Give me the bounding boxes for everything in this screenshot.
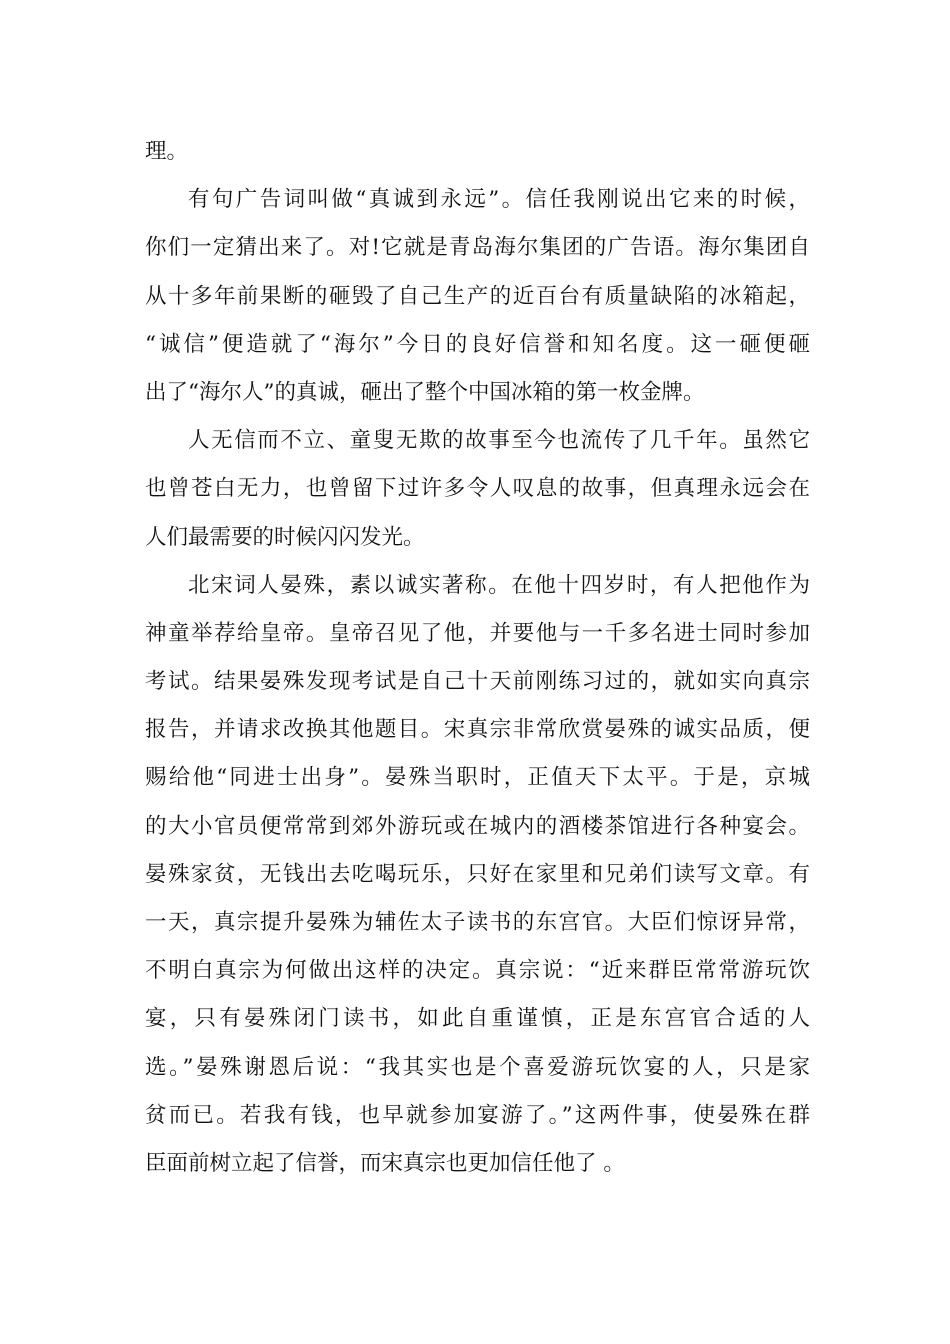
text-line: 臣面前树立起了信誉，而宋真宗也更加信任他了 。 (145, 1150, 625, 1176)
text-line: 贫而已。若我有钱，也早就参加宴游了。”这两件事，使晏殊在群 (145, 1102, 810, 1128)
text-line: 出了“海尔人”的真诚，砸出了整个中国冰箱的第一枚金牌。 (145, 379, 705, 405)
text-line: 人无信而不立、童叟无欺的故事至今也流传了几千年。虽然它 (188, 428, 810, 454)
text-line: 你们一定猜出来了。对!它就是青岛海尔集团的广告语。海尔集团自 (145, 235, 810, 261)
text-line: 报告，并请求改换其他题目。宋真宗非常欣赏晏殊的诚实品质，便 (145, 717, 810, 743)
text-line: 不明白真宗为何做出这样的决定。真宗说：“近来群臣常常游玩饮 (145, 958, 810, 984)
text-line: “诚信”便造就了“海尔”今日的良好信誉和知名度。这一砸便砸 (145, 331, 810, 357)
text-line: 的大小官员便常常到郊外游玩或在城内的酒楼茶馆进行各种宴会。 (145, 813, 810, 839)
text-line: 也曾苍白无力，也曾留下过许多令人叹息的故事，但真理永远会在 (145, 476, 810, 502)
document-page (145, 128, 810, 1188)
text-line: 考试。结果晏殊发现考试是自己十天前刚练习过的，就如实向真宗 (145, 669, 810, 695)
text-line: 宴，只有晏殊闭门读书，如此自重谨慎，正是东宫官合适的人 (145, 1006, 810, 1032)
text-line: 一天，真宗提升晏殊为辅佐太子读书的东宫官。大臣们惊讶异常， (145, 910, 810, 935)
text-line: 人们最需要的时候闪闪发光。 (145, 524, 425, 550)
text-line: 北宋词人晏殊，素以诚实著称。在他十四岁时，有人把他作为 (188, 572, 810, 598)
text-line: 从十多年前果断的砸毁了自己生产的近百台有质量缺陷的冰箱起， (145, 283, 810, 309)
paragraph-integrity (145, 417, 810, 562)
text-line: 赐给他“同进士出身”。晏殊当职时，正值天下太平。于是，京城 (145, 765, 810, 791)
text-line: 晏殊家贫，无钱出去吃喝玩乐，只好在家里和兄弟们读写文章。有 (145, 861, 810, 887)
text-line: 神童举荐给皇帝。皇帝召见了他，并要他与一千多名进士同时参加 (145, 620, 810, 646)
text-line: 有句广告词叫做“真诚到永远”。信任我刚说出它来的时候， (188, 187, 810, 213)
paragraph-continuation (145, 128, 810, 176)
text-line: 理。 (145, 139, 189, 164)
paragraph-haier-slogan (145, 176, 810, 417)
paragraph-yan-shu (145, 562, 810, 1188)
text-line: 选。”晏殊谢恩后说：“我其实也是个喜爱游玩饮宴的人，只是家 (145, 1054, 810, 1080)
